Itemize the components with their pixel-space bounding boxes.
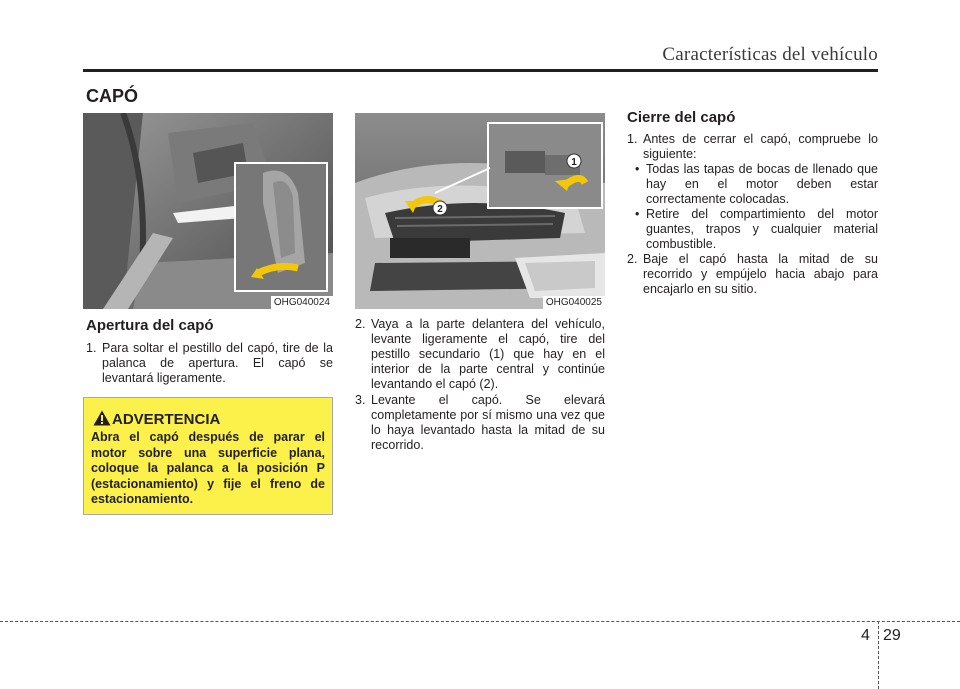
- figure-code: OHG040024: [271, 296, 333, 309]
- closing-steps: [627, 132, 878, 297]
- footer-dashed-rule: [0, 621, 960, 622]
- list-item: [355, 317, 605, 392]
- step-number: 1.: [627, 132, 638, 146]
- step-text: Vaya a la parte delantera del vehículo, levante ligeramente el capó, tire del pestillo secundario (1) que hay en el interior de la parte central y continúe levantando el capó (2).: [371, 317, 605, 391]
- header-rule: [83, 69, 878, 72]
- opening-subhead: Apertura del capó: [86, 317, 214, 334]
- hood-release-lever-illustration: [83, 113, 333, 309]
- hood-latch-figure: [355, 113, 605, 309]
- step-text: Antes de cerrar el capó, compruebe lo siguiente:: [643, 132, 878, 161]
- hood-release-lever-figure: [83, 113, 333, 309]
- step-text: Baje el capó hasta la mitad de su recorrido y empújelo hacia abajo para encajarlo en su sitio.: [643, 252, 878, 296]
- warning-title: ADVERTENCIA: [112, 411, 221, 428]
- step-number: 3.: [355, 393, 366, 407]
- bullet: •: [635, 207, 640, 221]
- checklist-text: Retire del compartimiento del motor guantes, trapos y cualquier material combustible.: [646, 207, 878, 251]
- footer-dashed-divider: [878, 621, 879, 689]
- callout-1: 1: [571, 157, 577, 168]
- closing-subhead: Cierre del capó: [627, 109, 736, 126]
- step-text: Para soltar el pestillo del capó, tire de la palanca de apertura. El capó se levantará ligeramente.: [102, 341, 333, 385]
- step-text: Levante el capó. Se elevará completamente por sí mismo una vez que lo haya levantado hasta la mitad de su recorrido.: [371, 393, 605, 452]
- warning-triangle-icon: [93, 410, 111, 426]
- checklist-item: [627, 162, 878, 207]
- step-number: 1.: [86, 341, 97, 355]
- list-item: [627, 252, 878, 297]
- warning-box: [83, 397, 333, 515]
- step-number: 2.: [355, 317, 366, 331]
- page-number: 29: [883, 627, 901, 644]
- warning-text: Abra el capó después de parar el motor sobre una superficie plana, coloque la palanca a la posición P (estacionamiento) y fije el freno de estacionamiento.: [91, 430, 325, 506]
- checklist: [627, 162, 878, 252]
- callout-2: 2: [437, 204, 443, 215]
- chapter-number: 4: [861, 627, 870, 644]
- opening-steps-continued: [355, 317, 605, 453]
- list-item: [627, 132, 878, 252]
- section-title: CAPÓ: [86, 86, 139, 106]
- checklist-text: Todas las tapas de bocas de llenado que hay en el motor deben estar correctamente colocadas.: [646, 162, 878, 206]
- bullet: •: [635, 162, 640, 176]
- running-header: Características del vehículo: [662, 44, 878, 65]
- checklist-item: [627, 207, 878, 252]
- figure-code: OHG040025: [543, 296, 605, 309]
- opening-steps: [86, 341, 333, 386]
- car-front-illustration: [355, 113, 605, 309]
- list-item: [86, 341, 333, 386]
- list-item: [355, 393, 605, 453]
- step-number: 2.: [627, 252, 638, 266]
